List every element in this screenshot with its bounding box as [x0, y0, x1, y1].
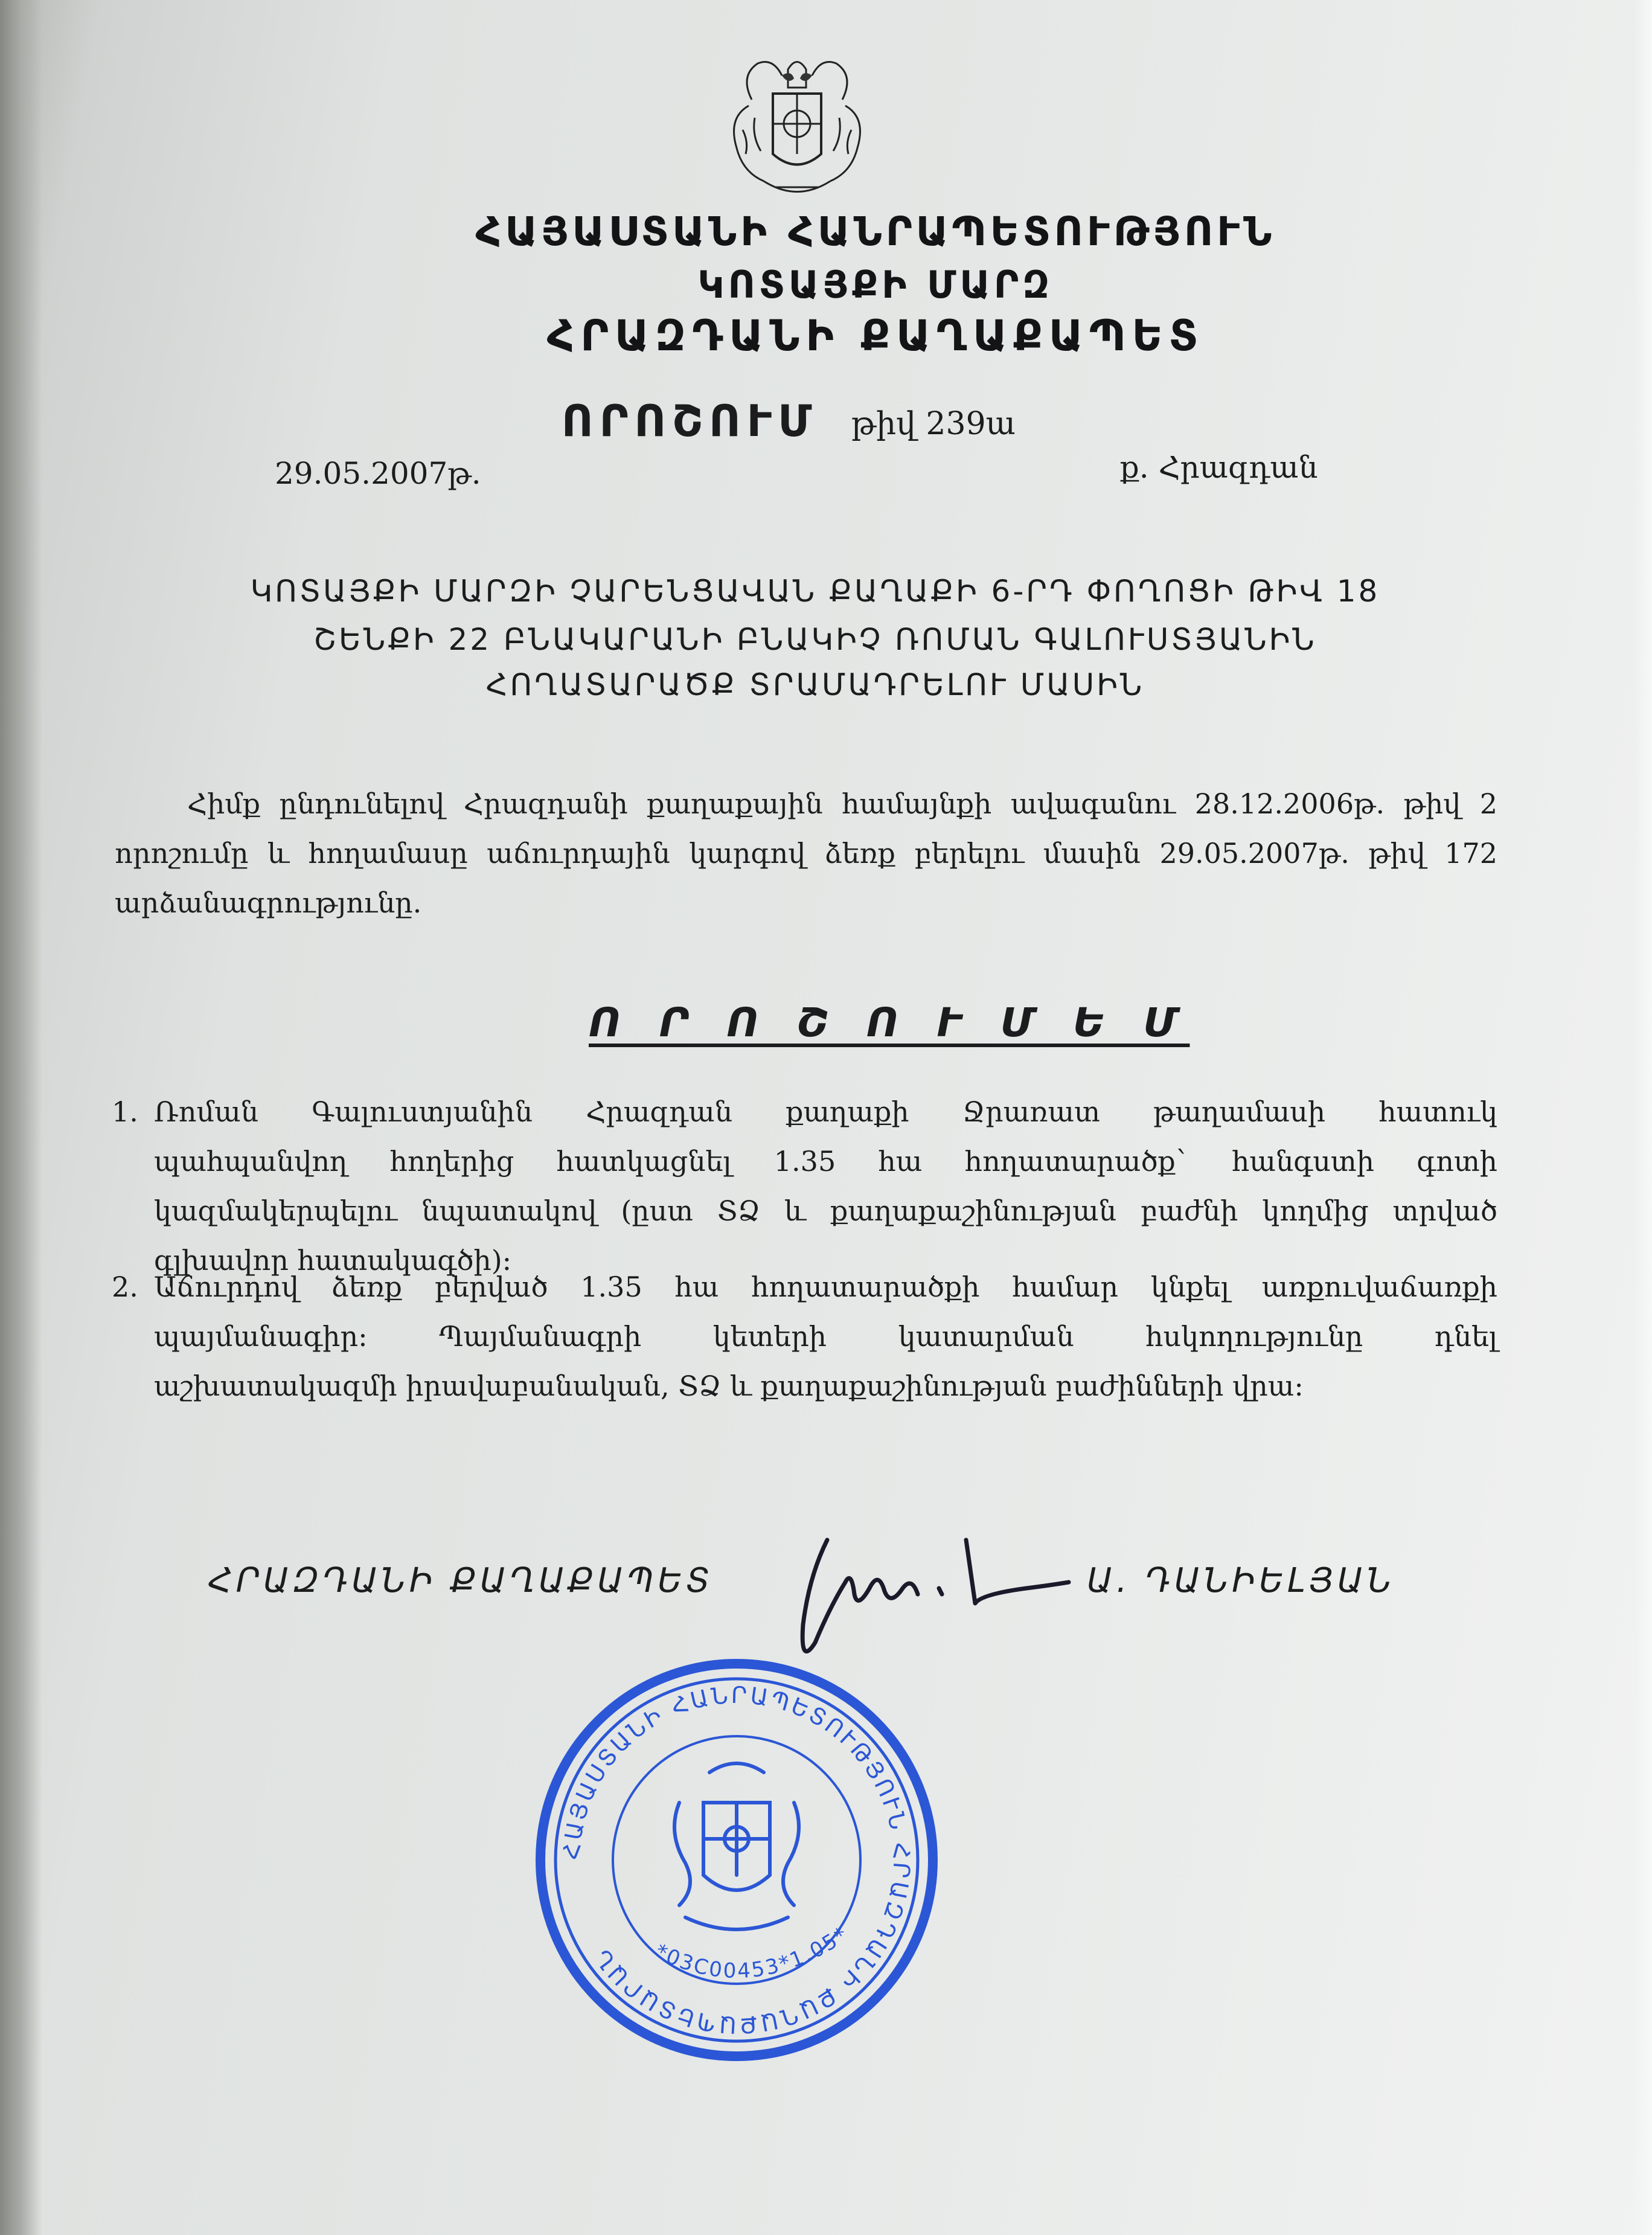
resolve-heading: Ո Ր Ո Շ Ո Ւ Մ Ե Մ	[589, 999, 1190, 1046]
item-number: 1.	[112, 1095, 138, 1128]
list-item	[154, 1262, 1497, 1411]
svg-text:*03C00453*1.05*	[652, 1922, 854, 1983]
official-seal-icon	[528, 1652, 945, 2068]
decision-place: ք. Հրազդան	[1120, 450, 1318, 485]
header-region: ԿՈՏԱՅՔԻ ՄԱՐԶ	[697, 263, 1054, 307]
seal-code: *03C00453*1.05*	[651, 1921, 854, 1984]
item-line: Ռոման Գալուստյանին Հրազդան քաղաքի Ջրառատ թաղամասի հատուկ	[154, 1095, 1497, 1128]
subject-line-2: ՇԵՆՔԻ 22 ԲՆԱԿԱՐԱՆԻ ԲՆԱԿԻՉ ՌՈՄԱՆ ԳԱԼՈՒՍՏՅԱՆԻՆ	[313, 622, 1317, 657]
item-line: պահպանվող հողերից հատկացնել 1.35 հա հողատարածք` հանգստի գոտի	[154, 1145, 1497, 1178]
decision-number: թիվ 239ա	[851, 406, 1016, 442]
item-line: կազմակերպելու նպատակով (ըստ ՏՁ և քաղաքաշինության բաժնի կողմից տրված	[154, 1194, 1497, 1227]
subject-line-3: ՀՈՂԱՏԱՐԱԾՔ ՏՐԱՄԱԴՐԵԼՈՒ ՄԱՍԻՆ	[485, 667, 1145, 702]
decision-date: 29.05.2007թ.	[275, 456, 481, 491]
signatory-role: ՀՐԱԶԴԱՆԻ ՔԱՂԱՔԱՊԵՏ	[208, 1561, 714, 1600]
header-republic: ՀԱՅԱՍՏԱՆԻ ՀԱՆՐԱՊԵՏՈՒԹՅՈՒՆ	[475, 208, 1276, 255]
binding-shadow	[0, 0, 42, 2235]
list-item	[154, 1087, 1497, 1285]
decision-title: ՈՐՈՇՈՒՄ	[562, 396, 818, 446]
header-mayor: ՀՐԱԶԴԱՆԻ ՔԱՂԱՔԱՊԵՏ	[546, 311, 1205, 361]
intro-paragraph	[115, 779, 1497, 928]
coat-of-arms-icon	[716, 51, 879, 208]
intro-line: արձանագրությունը.	[115, 887, 422, 919]
item-number: 2.	[112, 1271, 138, 1303]
item-line: գլխավոր հատակագծի):	[154, 1244, 512, 1277]
page-edge	[1634, 0, 1652, 2235]
signatory-name: Ա. ԴԱՆԻԵԼՅԱՆ	[1087, 1561, 1395, 1600]
item-line: աշխատակազմի իրավաբանական, ՏՁ և քաղաքաշինության բաժինների վրա:	[154, 1370, 1304, 1402]
item-line: Աճուրդով ձեռք բերված 1.35 հա հողատարածքի համար կնքել առքուվաճառքի	[154, 1271, 1497, 1303]
seal-ring-text: ՀԱՅԱՍՏԱՆԻ ՀԱՆՐԱՊԵՏՈՒԹՅՈՒՆ ՀՐԱԶԴԱՆԻ ՔԱՂԱՔԱՊԵՏԱՐԱՆ	[558, 1681, 915, 2039]
intro-line: Հիմք ընդունելով Հրազդանի քաղաքային համայնքի ավագանու 28.12.2006թ. թիվ 2	[187, 787, 1497, 820]
subject-line-1: ԿՈՏԱՅՔԻ ՄԱՐԶԻ ՉԱՐԵՆՑԱՎԱՆ ՔԱՂԱՔԻ 6-ՐԴ ՓՈՂՈՑԻ ԹԻՎ 18	[250, 574, 1380, 609]
item-line: պայմանագիր: Պայմանագրի կետերի կատարման հսկողությունը դնել	[154, 1320, 1497, 1353]
intro-line: որոշումը և հողամասը աճուրդային կարգով ձեռք բերելու մասին 29.05.2007թ. թիվ 172	[115, 837, 1497, 870]
